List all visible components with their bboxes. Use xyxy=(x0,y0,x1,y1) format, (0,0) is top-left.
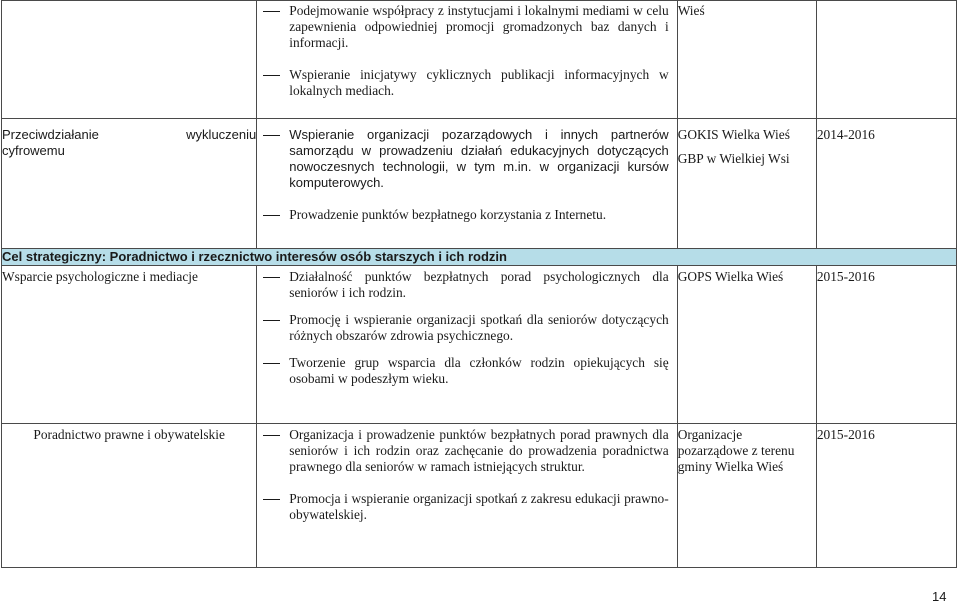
list-item xyxy=(257,207,676,223)
table-row xyxy=(2,424,957,568)
page-number: 14 xyxy=(932,589,947,604)
action-text: Wsparcie psychologiczne i mediacje xyxy=(2,269,198,284)
tasks-cell xyxy=(257,424,677,568)
action-cell xyxy=(2,424,257,568)
responsible-text: Organizacje pozarządowe z terenu gminy Wielka Wieś xyxy=(677,427,795,474)
responsible-cell xyxy=(677,119,816,249)
dash-bullet-icon xyxy=(263,215,280,216)
table-row xyxy=(2,1,957,119)
period-cell xyxy=(816,424,956,568)
task-text: Tworzenie grup wsparcia dla członków rodzin opiekujących się osobami w podeszłym wieku. xyxy=(289,355,669,386)
dash-bullet-icon xyxy=(263,277,280,278)
period-cell xyxy=(816,119,956,249)
action-cell xyxy=(2,119,257,249)
responsible-cell xyxy=(677,266,816,424)
task-text: Promocja i wspieranie organizacji spotkań z zakresu edukacji prawno-obywatelskiej. xyxy=(289,491,669,522)
dash-bullet-icon xyxy=(263,75,280,76)
action-text: wykluczeniu xyxy=(186,127,257,142)
dash-bullet-icon xyxy=(263,499,280,500)
task-text: Wspieranie organizacji pozarządowych i innych partnerów samorządu w prowadzeniu działań edukacyjnych dotyczących nowoczesnych technologii, w tym m.in. w organizacji kursów komputerowych. xyxy=(289,127,669,190)
task-text: Organizacja i prowadzenie punktów bezpłatnych porad prawnych dla seniorów i ich rodzin oraz zachęcanie do prowadzenia poradnictwa prawnego dla seniorów w ramach istniejących struktur. xyxy=(289,427,669,474)
task-text: Działalność punktów bezpłatnych porad psychologicznych dla seniorów i ich rodzin. xyxy=(289,269,669,300)
period-text: 2014-2016 xyxy=(816,127,875,142)
list-item xyxy=(257,3,676,51)
action-text: Poradnictwo prawne i obywatelskie xyxy=(33,427,225,442)
tasks-cell xyxy=(257,266,677,424)
table-row xyxy=(2,119,957,249)
list-item xyxy=(257,67,676,99)
responsible-text: Wieś xyxy=(677,3,705,18)
period-text: 2015-2016 xyxy=(816,427,875,442)
action-text: Przeciwdziałanie xyxy=(2,127,99,142)
list-item xyxy=(257,269,676,301)
task-text: Prowadzenie punktów bezpłatnego korzystania z Internetu. xyxy=(289,207,607,222)
list-item xyxy=(257,491,676,523)
strategic-goal-text: Cel strategiczny: Poradnictwo i rzecznictwo interesów osób starszych i ich rodzin xyxy=(2,249,507,264)
strategic-goal-cell xyxy=(2,249,957,266)
dash-bullet-icon xyxy=(263,320,280,321)
list-item xyxy=(257,312,676,344)
responsible-text: GOKIS Wielka Wieś xyxy=(677,127,790,142)
dash-bullet-icon xyxy=(263,363,280,364)
table-row xyxy=(2,266,957,424)
list-item xyxy=(257,355,676,387)
goal-row xyxy=(2,249,957,266)
dash-bullet-icon xyxy=(263,435,280,436)
tasks-cell xyxy=(257,1,677,119)
action-text: cyfrowemu xyxy=(2,143,65,158)
period-cell xyxy=(816,1,956,119)
task-text: Promocję i wspieranie organizacji spotkań dla seniorów dotyczących różnych obszarów zdrowia psychicznego. xyxy=(289,312,669,343)
responsible-cell xyxy=(677,1,816,119)
responsible-text: GBP w Wielkiej Wsi xyxy=(677,151,790,166)
task-text: Wspieranie inicjatywy cyklicznych publikacji informacyjnych w lokalnych mediach. xyxy=(289,67,669,98)
list-item xyxy=(257,127,676,191)
list-item xyxy=(257,427,676,475)
action-cell xyxy=(2,1,257,119)
tasks-cell xyxy=(257,119,677,249)
period-cell xyxy=(816,266,956,424)
period-text: 2015-2016 xyxy=(816,269,875,284)
responsible-text: GOPS Wielka Wieś xyxy=(677,269,784,284)
dash-bullet-icon xyxy=(263,11,280,12)
action-plan-table xyxy=(1,0,957,568)
dash-bullet-icon xyxy=(263,135,280,136)
action-cell xyxy=(2,266,257,424)
task-text: Podejmowanie współpracy z instytucjami i lokalnymi mediami w celu zapewnienia odpowiedniej promocji gromadzonych baz danych i informacji. xyxy=(289,3,669,50)
responsible-cell xyxy=(677,424,816,568)
